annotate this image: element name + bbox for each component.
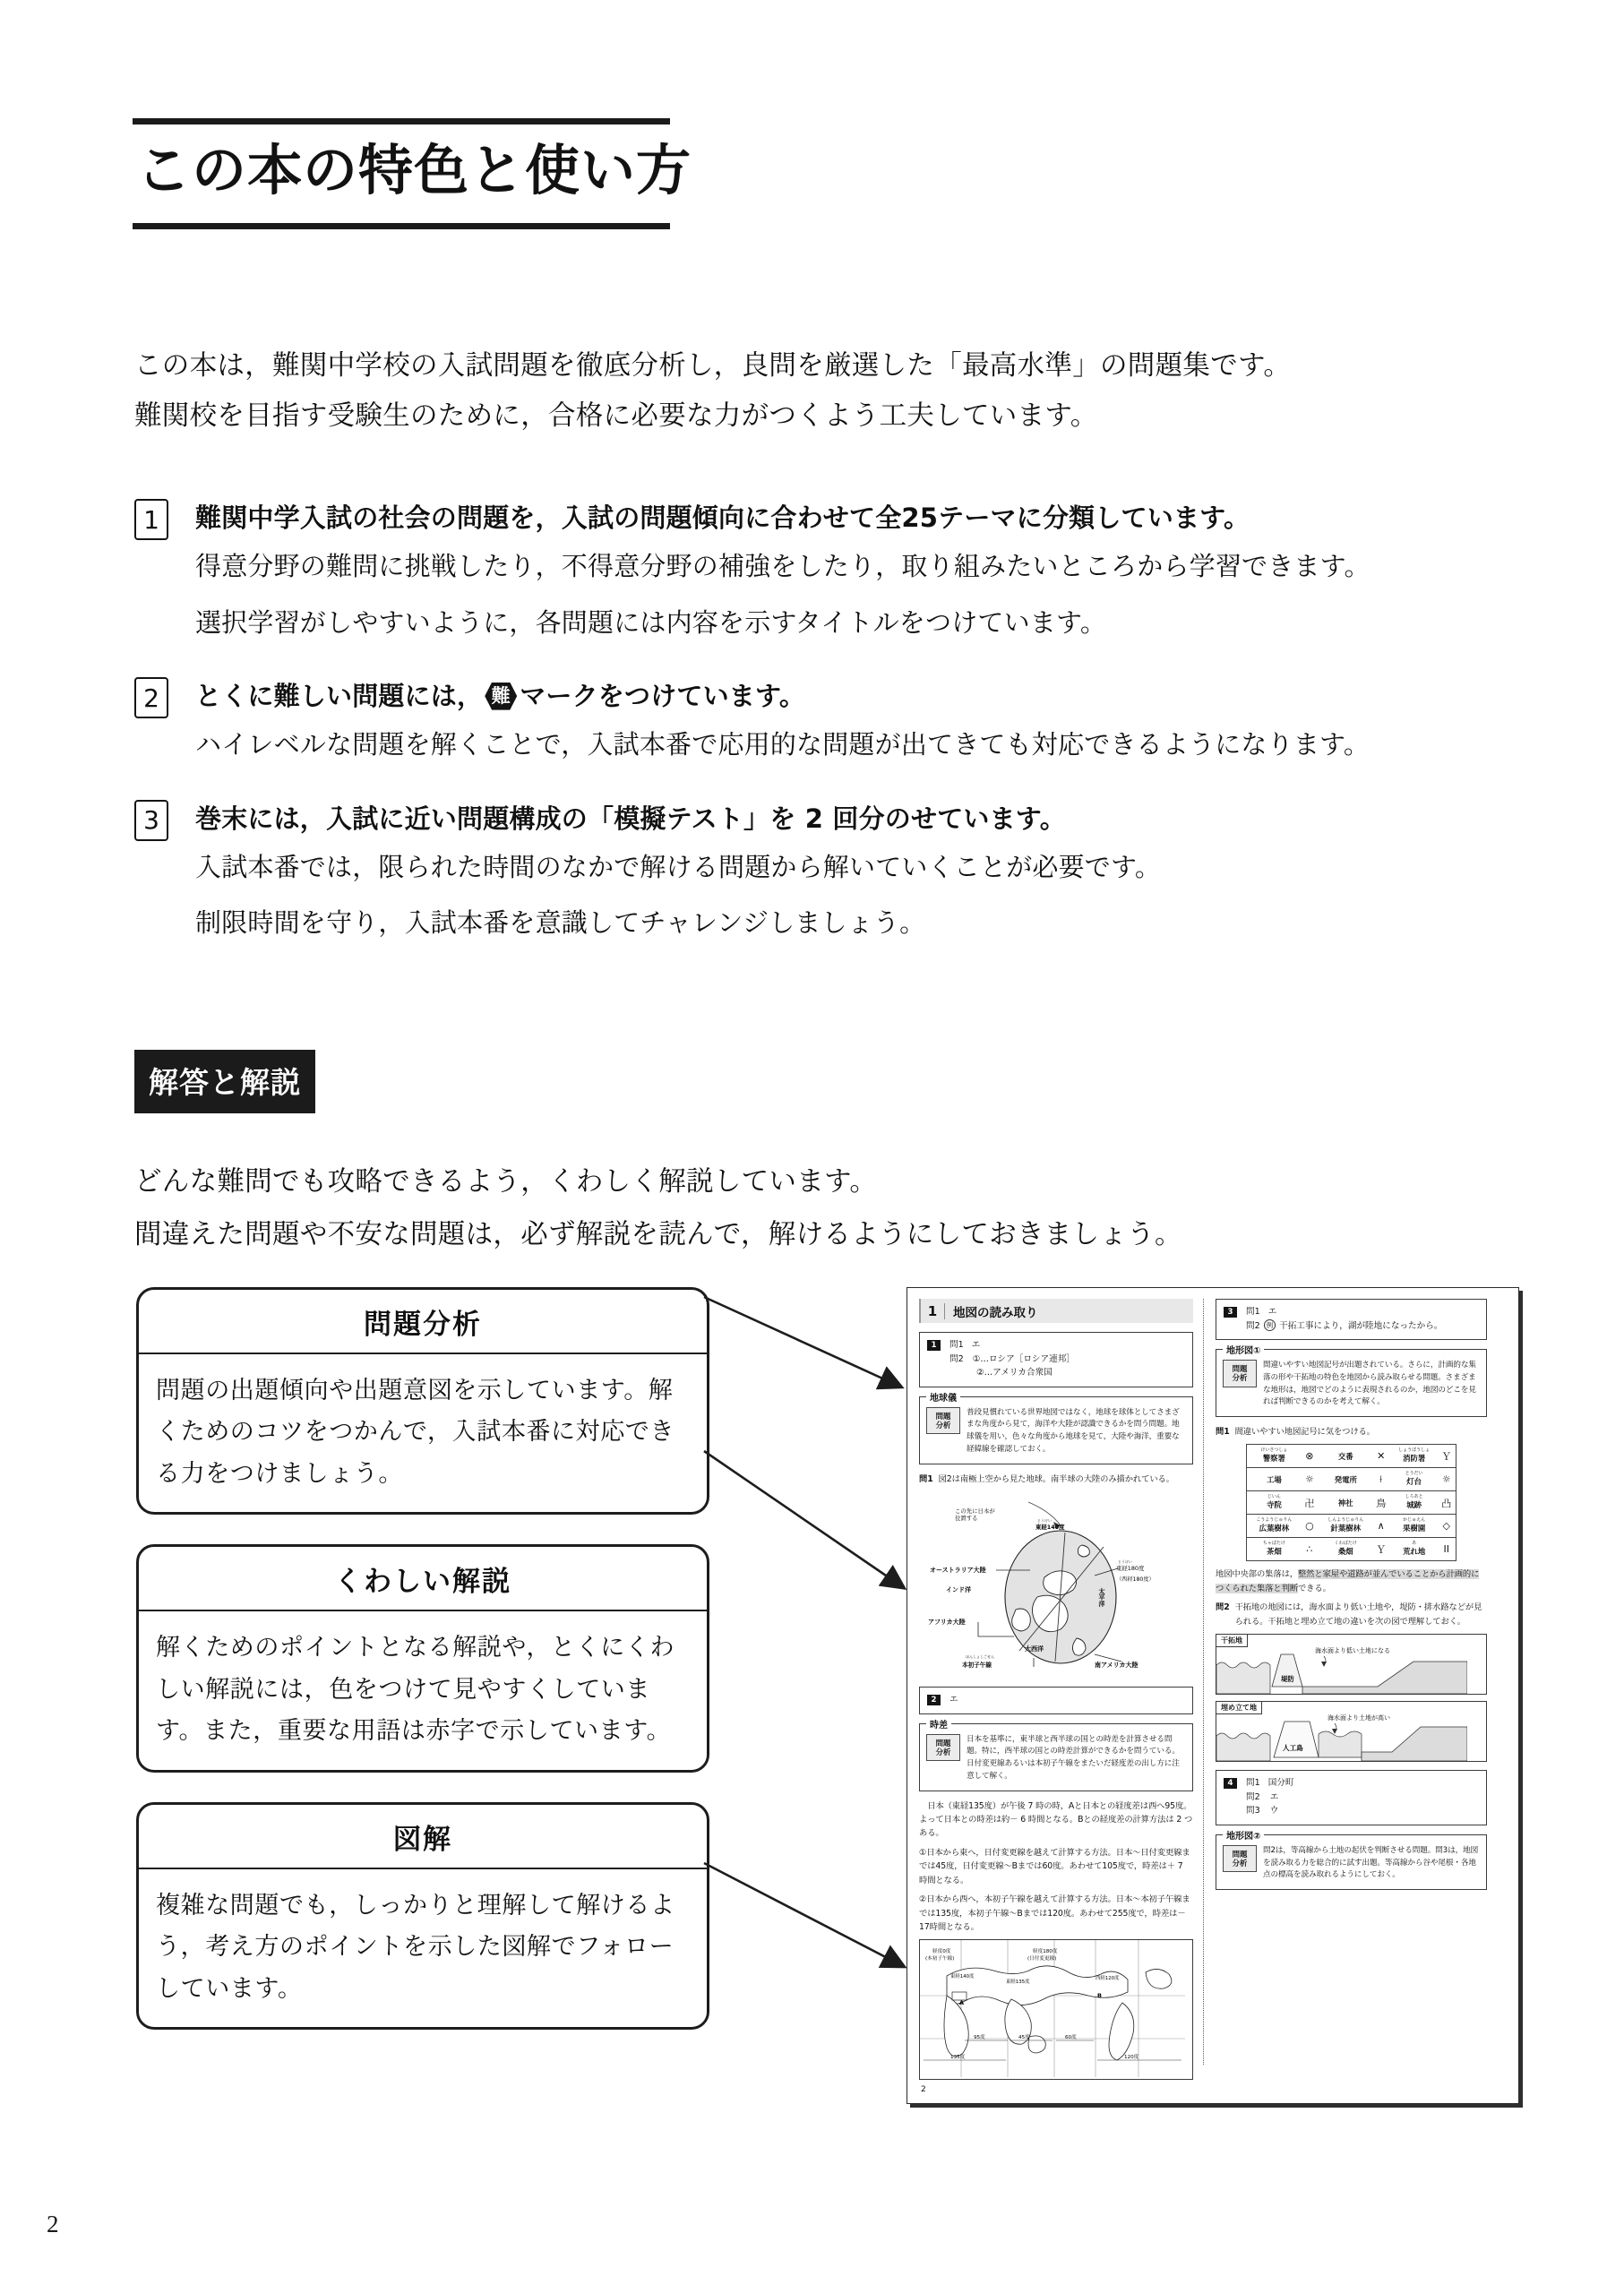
name: 警察署 [1262, 1454, 1285, 1464]
mockup-q4c-value: ウ [1269, 1806, 1279, 1816]
mockup-answer-row-2 [927, 1353, 1185, 1367]
symbol-glyph-icon: ✕ [1373, 1445, 1390, 1468]
mockup-answer-row-3a [1224, 1305, 1479, 1319]
svg-text:東経135度: 東経135度 [1006, 1980, 1030, 1986]
name: 桑畑 [1337, 1547, 1353, 1557]
sym-name [1390, 1491, 1439, 1515]
feature-sub-3-1: 入試本番では，限られた時間のなかで解ける問題から解いていくことが必要です。 [195, 853, 1162, 882]
ruby: あ [1412, 1541, 1417, 1547]
settlement-text-b: できる。 [1297, 1583, 1331, 1593]
mockup-question-1 [919, 1473, 1193, 1486]
mockup-left-column [919, 1299, 1203, 2095]
mockup-answer-no-1: 1 [927, 1340, 941, 1351]
arrow-to-explanation-box [704, 1451, 903, 1587]
section-label-2: 人工島 [1283, 1744, 1303, 1753]
mockup-analysis-tag-2 [926, 1734, 960, 1762]
sym-name [1247, 1515, 1302, 1538]
title-rule-bottom [133, 223, 670, 229]
mockup-q4b-label: 問2 [1246, 1791, 1260, 1802]
ruby: とうだい [1405, 1471, 1423, 1477]
mockup-right-question-1 [1216, 1425, 1487, 1438]
mockup-rq2-label: 問2 [1216, 1602, 1230, 1613]
svg-text:オーストラリア大陸: オーストラリア大陸 [930, 1567, 986, 1575]
sym-name [1319, 1491, 1373, 1515]
ruby: くわばたけ [1334, 1541, 1357, 1547]
svg-text:(本初子午線): (本初子午線) [925, 1956, 955, 1962]
mockup-answer-row-4c [1224, 1804, 1479, 1818]
callout-title-1: 問題分析 [139, 1290, 707, 1354]
table-row [1247, 1445, 1456, 1468]
mockup-q3-label: 問1 [1246, 1307, 1260, 1317]
mockup-analysis-tag-1 [926, 1407, 960, 1435]
name: 交番 [1337, 1451, 1353, 1461]
answer-section-line-2: 間違えた問題や不安な問題は，必ず解説を読んで，解けるようにしておきましょう。 [134, 1219, 1182, 1250]
mockup-analysis-tag-3 [1223, 1360, 1257, 1387]
sym-name [1247, 1445, 1302, 1468]
mockup-chapter-title: 地図の読み取り [953, 1305, 1038, 1320]
name: 茶畑 [1267, 1547, 1282, 1557]
svg-text:経度0度: 経度0度 [932, 1949, 951, 1955]
page-title: この本の特色と使い方 [136, 139, 692, 202]
arrow-to-diagram-box [704, 1863, 903, 1966]
mockup-globe-figure [919, 1491, 1193, 1679]
feature-heading-text-2a: とくに難しい問題には， [195, 681, 484, 712]
mockup-fieldset-timediff [919, 1720, 1193, 1791]
ruby: けいさつしょ [1260, 1447, 1288, 1454]
mockup-section-figure-landfill [1216, 1701, 1487, 1762]
symbol-glyph-icon: ∴ [1306, 1543, 1313, 1556]
mockup-q4c-label: 問3 [1246, 1806, 1260, 1816]
svg-text:この先に日本が: この先に日本が [955, 1507, 995, 1516]
table-row [1247, 1515, 1456, 1538]
sym-name [1390, 1538, 1439, 1561]
mockup-chapter-number: 1 [921, 1303, 945, 1319]
symbol-glyph-icon: 卍 [1302, 1491, 1319, 1515]
name: 城跡 [1406, 1500, 1422, 1510]
title-rule-top [133, 118, 670, 125]
callout-title-3: 図解 [139, 1805, 707, 1869]
tag-line-1: 問題 [935, 1411, 951, 1421]
symbol-glyph-icon: 凸 [1439, 1491, 1456, 1515]
sym-name [1247, 1491, 1302, 1515]
mockup-analysis-text-4: 問2は，等高線から土地の起伏を判断させる問題。問3は，地図を読み取る力を総合的に試す出題。等高線から谷や尾根・各地点の標高を読み取れるようにしておく。 [1263, 1845, 1479, 1880]
callout-body-2: 解くためのポイントとなる解説や，とくにくわしい解説には，色をつけて見やすくしています。また，重要な用語は赤字で示しています。 [156, 1634, 675, 1745]
tag-line-1b: 問題 [935, 1738, 951, 1748]
svg-text:太平洋: 太平洋 [1098, 1588, 1105, 1608]
sym-name [1247, 1468, 1302, 1491]
symbol-glyph-icon: Ｙ [1439, 1445, 1456, 1468]
svg-text:経度180度: 経度180度 [1033, 1949, 1058, 1955]
sym-name [1247, 1538, 1302, 1561]
name: 寺院 [1267, 1500, 1282, 1510]
intro-line-2: 難関校を目指す受験生のために，合格に必要な力がつくよう工夫しています。 [134, 400, 1098, 432]
mockup-chapter-header [919, 1299, 1193, 1323]
mockup-answer-row [927, 1338, 1185, 1353]
mockup-answer-no-3: 3 [1224, 1307, 1237, 1318]
svg-text:120度: 120度 [1124, 2055, 1139, 2061]
section-caption-2: 埋め立て地 [1216, 1701, 1262, 1714]
svg-text:135度: 135度 [950, 2055, 966, 2061]
mockup-q3b-label: 問2 [1246, 1320, 1260, 1331]
mockup-answer-box-3 [1216, 1299, 1487, 1340]
mockup-timediff-p2: ①日本から東へ，日付変更線を越えて計算する方法。日本～日付変更線までは45度，日付変更線～Bまでは60度。あわせて105度で，時差は＋ 7 時間となる。 [919, 1847, 1190, 1885]
feature-heading-2 [195, 677, 1568, 715]
mockup-fieldset-legend-3: 地形図① [1223, 1343, 1264, 1356]
svg-text:60度: 60度 [1065, 2035, 1077, 2041]
sample-page-mockup [907, 1287, 1519, 2104]
name: 果樹園 [1403, 1524, 1426, 1533]
feature-heading-text-2b: マークをつけています。 [520, 681, 806, 712]
mockup-q4-value: 国分町 [1267, 1778, 1294, 1789]
symbol-glyph-icon: ∧ [1373, 1515, 1390, 1538]
section-caption-1: 干拓地 [1216, 1634, 1248, 1647]
sym-name [1319, 1468, 1373, 1491]
name: 荒れ地 [1403, 1547, 1426, 1557]
mockup-fieldset-globe [919, 1393, 1193, 1464]
svg-text:とうけい: とうけい [1037, 1518, 1052, 1524]
settlement-text-highlight: 整然と家屋や道路が並んでいることから計画的につくられた集落と判断 [1216, 1569, 1480, 1593]
mockup-fieldset-topomap-2 [1216, 1831, 1487, 1890]
svg-text:95度: 95度 [974, 2035, 985, 2041]
callout-list [136, 1287, 709, 2059]
feature-sub-1-2: 選択学習がしやすいように，各問題には内容を示すタイトルをつけています。 [195, 608, 1107, 638]
mockup-answer-no-2: 2 [927, 1695, 941, 1705]
symbol-glyph-icon: 鳥 [1373, 1491, 1390, 1515]
mockup-analysis-text-3: 間違いやすい地図記号が出題されている。さらに，計画的な集落の形や干拓地の特色を地図から読み取らせる問題。さまざまな地形は，地図でどのように表現されるのか，地図のどこを見れば判断できるのかを考えて解く。 [1263, 1361, 1476, 1407]
intro-line-1: この本は，難関中学校の入試問題を徹底分析し，良問を厳選した「最高水準」の問題集です。 [134, 350, 1292, 381]
ruby: しんようじゅりん [1328, 1517, 1364, 1524]
svg-text:ほんしょしごせん: ほんしょしごせん [966, 1654, 994, 1660]
mockup-fieldset-legend-2: 時差 [926, 1717, 951, 1730]
mockup-section-figure-reclaimed [1216, 1634, 1487, 1695]
sym-name [1390, 1515, 1439, 1538]
symbol-glyph-icon: ○ [1302, 1515, 1319, 1538]
svg-text:西経120度: 西経120度 [1096, 1976, 1120, 1982]
mockup-q2-value: ①…ロシア［ロシア連邦］ [972, 1353, 1075, 1364]
mockup-right-question-2 [1216, 1601, 1487, 1628]
section-label-1: 堤防 [1281, 1675, 1294, 1684]
svg-text:とうけい: とうけい [1118, 1559, 1132, 1565]
svg-text:(日付変更線): (日付変更線) [1027, 1956, 1057, 1962]
name: 工場 [1267, 1474, 1282, 1484]
feature-list [134, 499, 1568, 978]
feature-sub-3-2: 制限時間を守り，入試本番を意識してチャレンジしましょう。 [195, 909, 926, 939]
mockup-fieldset-legend-1: 地球儀 [926, 1390, 960, 1404]
svg-text:東経180度: 東経180度 [1116, 1565, 1145, 1573]
sym-name [1319, 1515, 1373, 1538]
svg-text:45度: 45度 [1018, 2035, 1030, 2041]
mockup-analysis-text-1: 普段見慣れている世界地図ではなく，地球を球体としてさまざまな角度から見て，海洋や大陸が認識できるかを問う問題。地球儀を用い，色々な角度から地球を見て，大陸や海洋，重要な経緯線を確認しておく。 [967, 1407, 1180, 1454]
name: 神社 [1337, 1498, 1353, 1507]
svg-text:B: B [1097, 1992, 1102, 2000]
section-note-2: 海水面より土地が高い [1328, 1714, 1390, 1722]
feature-heading-1 [195, 499, 1568, 537]
feature-item-2 [134, 677, 1568, 771]
symbol-glyph-icon: ⅠⅠ [1443, 1543, 1449, 1556]
mockup-q3-value: エ [1267, 1307, 1277, 1317]
mockup-fieldset-topomap-1 [1216, 1346, 1487, 1417]
settlement-text-a: 地図中央部の集落は， [1216, 1569, 1298, 1580]
svg-text:大西洋: 大西洋 [1025, 1645, 1044, 1653]
mockup-answer-row-3b [1224, 1319, 1479, 1334]
sym-name [1390, 1468, 1439, 1491]
intro-paragraph [134, 340, 1532, 442]
symbol-glyph-icon: ⊗ [1302, 1445, 1319, 1468]
feature-item-3 [134, 800, 1568, 949]
answer-section-line-1: どんな難問でも攻略できるよう，くわしく解説しています。 [134, 1166, 878, 1197]
mockup-answer-row-2a [927, 1693, 1185, 1707]
svg-text:A: A [959, 1999, 965, 2007]
hard-problem-badge-icon [485, 683, 517, 710]
ruby: じいん [1267, 1494, 1281, 1500]
callout-body-1: 問題の出題傾向や出題意図を示しています。解くためのコツをつかんで，入試本番に対応できる力をつけましょう。 [156, 1377, 675, 1487]
feature-heading-text-3: 巻末には，入試に近い問題構成の「模擬テスト」を 2 回分のせています。 [195, 803, 1066, 834]
mockup-q-label: 問1 [949, 1340, 964, 1350]
mockup-q3b-value: 干拓工事により，湖が陸地になったから。 [1279, 1320, 1443, 1331]
name: 針葉樹林 [1330, 1524, 1362, 1533]
mockup-answer-row-4a [1224, 1776, 1479, 1791]
hard-badge-glyph: 難 [491, 684, 511, 707]
section-note-1: 海水面より低い土地になる [1315, 1647, 1390, 1655]
svg-text:東経140度: 東経140度 [950, 1974, 975, 1980]
symbol-glyph-icon: ◇ [1439, 1515, 1456, 1538]
mockup-answer-row-3: ②…アメリカ合衆国 [976, 1368, 1053, 1378]
callout-title-2: くわしい解説 [139, 1547, 707, 1611]
feature-item-1 [134, 499, 1568, 648]
mockup-q1-text: 図2は南極上空から見た地球。南半球の大陸のみ描かれている。 [938, 1473, 1174, 1484]
mockup-analysis-text-2: 日本を基準に，東半球と西半球の国との時差を計算させる問題。特に，西半球の国との時差計算ができるかを問うている。日付変更線あるいは本初子午線をまたいだ経度差の出し方に注意して解く。 [967, 1734, 1180, 1781]
name: 灯台 [1406, 1477, 1422, 1487]
svg-text:南アメリカ大陸: 南アメリカ大陸 [1095, 1662, 1139, 1670]
svg-text:（西経180度）: （西経180度） [1116, 1576, 1155, 1584]
mockup-fieldset-legend-4: 地形図② [1223, 1828, 1264, 1842]
name: 広葉樹林 [1259, 1524, 1290, 1533]
arrow-to-analysis-box [704, 1297, 900, 1387]
answer-section-chip: 解答と解説 [134, 1050, 315, 1113]
tag-line-2: 分析 [935, 1420, 951, 1430]
symbol-glyph-icon: ☼ [1439, 1468, 1456, 1491]
mockup-rq2-text: 干拓地の地図には，海水面より低い土地や，堤防・排水路などが見られる。干拓地と埋め立て地の違いを次の図で理解しておく。 [1234, 1602, 1482, 1627]
feature-number-2: 2 [134, 677, 168, 718]
mockup-timediff-p1: 日本（東経135度）が午後 7 時の時，Aと日本との経度差は西へ95度。よって日本との時差は約－ 6 時間となる。Bとの経度差の計算方法は 2 つある。 [919, 1800, 1193, 1839]
mockup-q4-label: 問1 [1246, 1778, 1260, 1789]
feature-sub-1-1: 得意分野の難問に挑戦したり，不得意分野の補強をしたり，取り組みたいところから学習できます。 [195, 553, 1371, 582]
ruby: しろあと [1405, 1494, 1423, 1500]
feature-heading-3 [195, 800, 1568, 837]
table-row [1247, 1491, 1456, 1515]
mockup-rq1-text: 間違いやすい地図記号に気をつける。 [1234, 1427, 1375, 1438]
mockup-answer-value-2: エ [949, 1695, 958, 1705]
ruby: こうようじゅりん [1256, 1517, 1293, 1524]
callout-box-problem-analysis [136, 1287, 709, 1515]
mockup-timediff-p3: ②日本から西へ，本初子午線を越えて計算する方法。日本～本初子午線までは135度，本初子午線～Bまでは120度。あわせて255度で，時差は－17時間となる。 [919, 1894, 1190, 1932]
mockup-analysis-tag-4 [1223, 1845, 1257, 1873]
name: 消防署 [1403, 1454, 1426, 1464]
tag-line-2b: 分析 [935, 1747, 951, 1756]
table-row [1247, 1468, 1456, 1491]
mockup-example-mark: 例 [1264, 1319, 1276, 1331]
svg-text:本初子午線: 本初子午線 [962, 1662, 992, 1670]
tag-line-1c: 問題 [1232, 1364, 1248, 1374]
page-header [133, 118, 692, 229]
sym-name [1319, 1445, 1373, 1468]
mockup-answer-box-1 [919, 1332, 1193, 1387]
mockup-answer-box-4 [1216, 1770, 1487, 1825]
callout-box-detailed-explanation [136, 1544, 709, 1772]
folio-page-number: 2 [47, 2211, 59, 2237]
mockup-q4b-value: エ [1269, 1791, 1279, 1802]
feature-number-3: 3 [134, 800, 168, 841]
callout-box-diagram [136, 1802, 709, 2030]
mockup-world-map-figure [919, 1939, 1193, 2080]
mockup-answer-square-4: 4 [1224, 1778, 1237, 1789]
symbol-glyph-icon: Ｙ [1376, 1543, 1387, 1556]
mockup-q1-label: 問1 [919, 1473, 933, 1484]
tag-line-1d: 問題 [1232, 1849, 1248, 1859]
feature-number-1: 1 [134, 499, 168, 540]
tag-line-2c: 分析 [1232, 1373, 1248, 1383]
mockup-q2-label: 問2 [949, 1353, 964, 1364]
mockup-settlement-paragraph [1216, 1567, 1487, 1595]
mockup-page-number: 2 [921, 2085, 926, 2095]
ruby: ちゃばたけ [1262, 1541, 1285, 1547]
mockup-map-symbol-table [1246, 1444, 1456, 1561]
tag-line-2d: 分析 [1232, 1859, 1248, 1868]
table-row [1247, 1538, 1456, 1561]
answer-section-text [134, 1155, 1532, 1262]
ruby: しょうぼうしょ [1398, 1447, 1431, 1454]
svg-text:アフリカ大陸: アフリカ大陸 [928, 1619, 966, 1627]
symbol-glyph-icon: ☼ [1302, 1468, 1319, 1491]
sym-name [1390, 1445, 1439, 1468]
svg-text:位置する: 位置する [955, 1515, 978, 1523]
feature-sub-2-1: ハイレベルな問題を解くことで，入試本番で応用的な問題が出てきても対応できるようになります。 [195, 731, 1371, 760]
mockup-q-value: エ [971, 1340, 981, 1350]
mockup-rq1-label: 問1 [1216, 1427, 1230, 1438]
svg-text:インド洋: インド洋 [946, 1586, 971, 1594]
name: 発電所 [1334, 1474, 1357, 1484]
ruby: かじゅえん [1403, 1517, 1426, 1524]
mockup-right-column [1203, 1299, 1487, 2065]
feature-heading-text-1: 難関中学入試の社会の問題を，入試の問題傾向に合わせて全25テーマに分類しています。 [195, 502, 1250, 533]
callout-body-3: 複雑な問題でも，しっかりと理解して解けるよう，考え方のポイントを示した図解でフォローしています。 [156, 1891, 675, 2002]
symbol-glyph-icon: ⟊ [1373, 1468, 1390, 1491]
mockup-answer-row-4b [1224, 1791, 1479, 1805]
sym-name [1319, 1538, 1373, 1561]
svg-text:東経140度: 東経140度 [1035, 1524, 1065, 1532]
mockup-answer-box-2 [919, 1687, 1193, 1714]
